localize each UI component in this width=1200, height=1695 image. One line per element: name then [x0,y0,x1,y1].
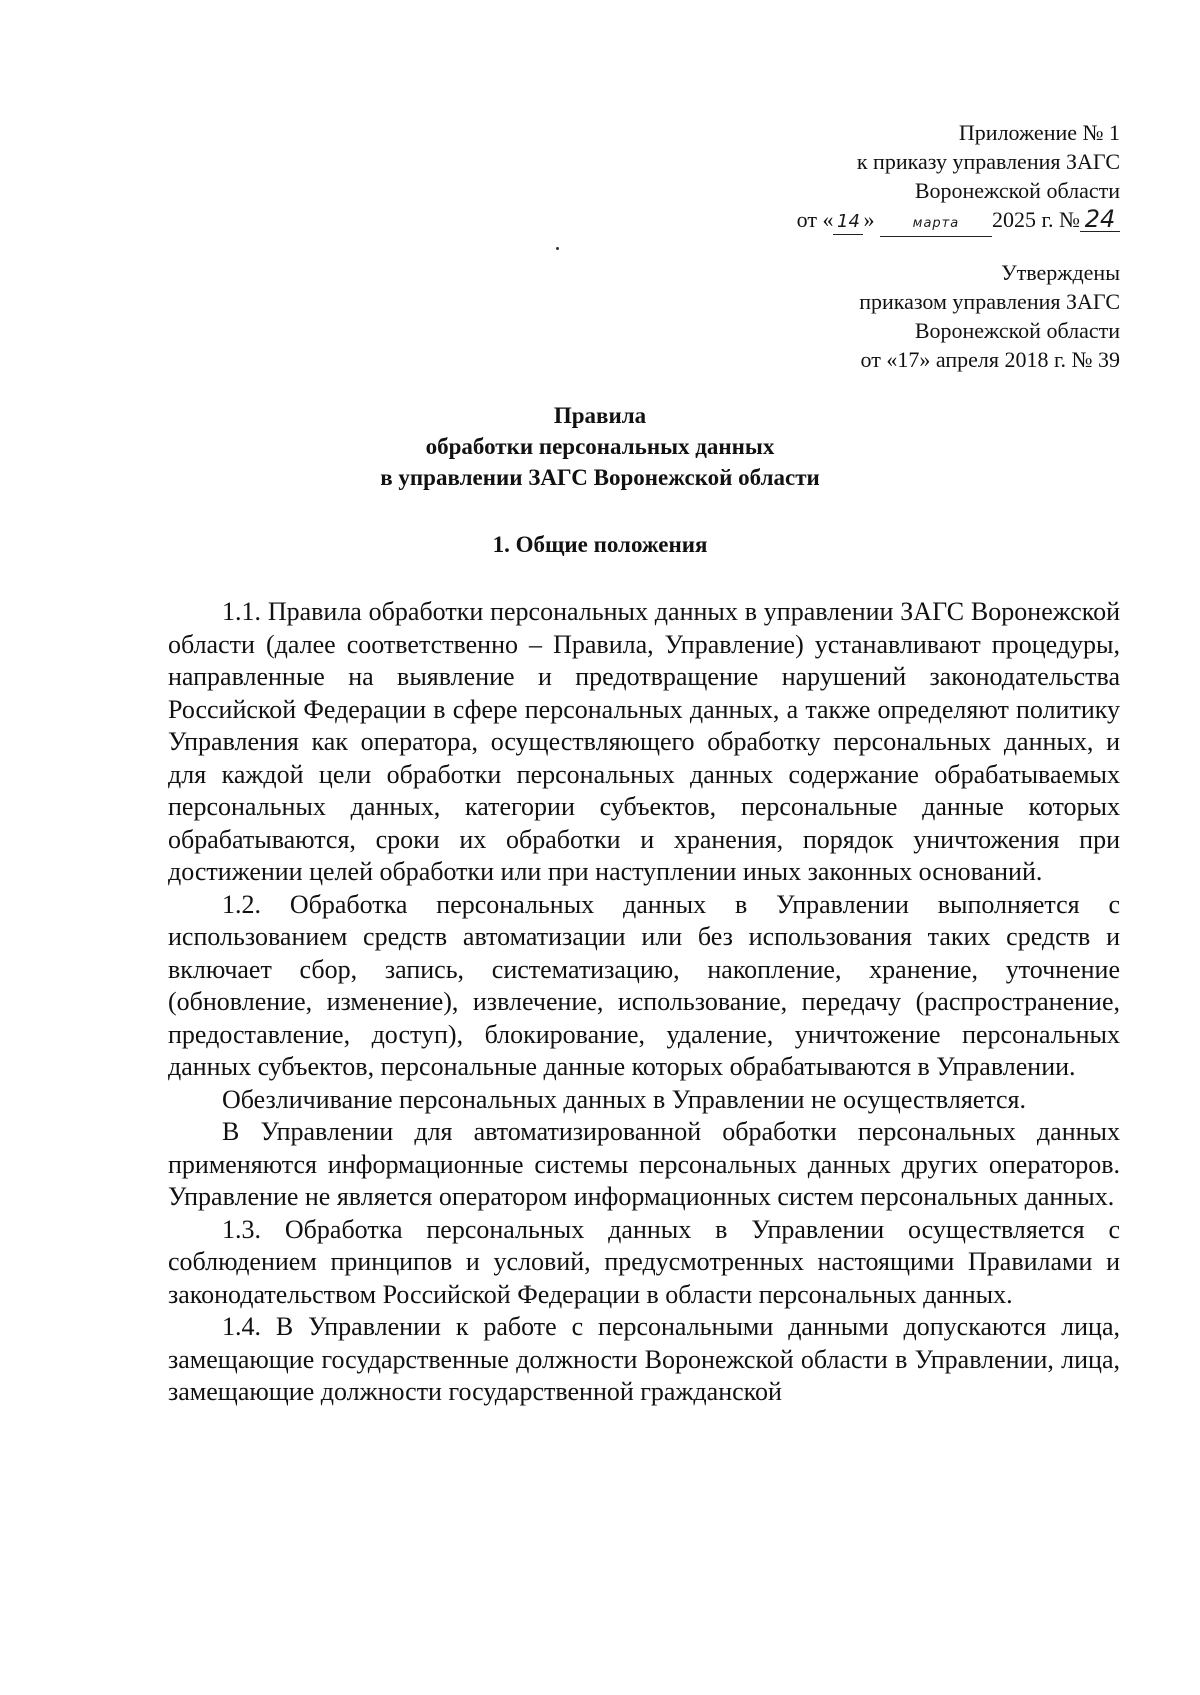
section-heading: 1. Общие положения [492,532,708,557]
paragraph-1-2: 1.2. Обработка персональных данных в Управлении выполняется с использованием средств автоматизации или без использования таких средств и включает сбор, запись, систематизацию, накопление, хранение, уточнение (обновление, изменение), извлечение, использование, передачу (распространение, предоставление, доступ), блокирование, удаление, уничтожение персональных данных субъектов, персональные данные которых обрабатываются в Управлении. [168,889,1120,1081]
handwritten-day: 14 [833,210,863,235]
paragraph-1-1: 1.1. Правила обработки персональных данных в управлении ЗАГС Воронежской области (далее соответственно – Правила, Управление) устанавливают процедуры, направленные на выявление и предотвращение нарушений законодательства Российской Федерации в сфере персональных данных, а также определяют политику Управления как оператора, осуществляющего обработку персональных данных, и для каждой цели обработки персональных данных содержание обрабатываемых персональных данных, категории субъектов, персональные данные которых обрабатываются, сроки их обработки и хранения, порядок уничтожения при достижении целей обработки или при наступлении иных законных оснований. [168,597,1120,886]
date-year: 2025 г. № [991,207,1080,232]
approval-line-2: приказом управления ЗАГС [859,289,1120,314]
attachment-line-1: Приложение № 1 [958,120,1120,145]
approval-block [859,258,1120,374]
title-line-2: обработки персональных данных [425,434,775,459]
attachment-date-line [797,205,1120,237]
attachment-line-2: к приказу управления ЗАГС [856,149,1120,174]
scan-speck [556,247,559,250]
paragraph-depersonalization: Обезличивание персональных данных в Управлении не осуществляется. [222,1084,1027,1114]
title-line-3: в управлении ЗАГС Воронежской области [380,465,820,490]
date-prefix: от « [796,207,834,232]
document-title [0,400,1200,493]
date-mid: » [863,207,875,232]
title-line-1: Правила [553,403,647,428]
approval-line-1: Утверждены [1001,260,1120,285]
handwritten-month: марта [880,212,992,237]
approval-line-4: от «17» апреля 2018 г. № 39 [860,347,1120,372]
document-body [168,596,1120,1409]
handwritten-order-number: 24 [1080,207,1120,232]
attachment-block [797,118,1120,237]
paragraph-1-4: 1.4. В Управлении к работе с персональными данными допускаются лица, замещающие государственные должности Воронежской области в Управлении, лица, замещающие должности государственной гражданской [168,1312,1120,1406]
paragraph-1-3: 1.3. Обработка персональных данных в Управлении осуществляется с соблюдением принципов и условий, предусмотренных настоящими Правилами и законодательством Российской Федерации в области персональных данных. [168,1214,1120,1309]
attachment-line-3: Воронежской области [914,178,1120,203]
approval-line-3: Воронежской области [914,318,1120,343]
paragraph-information-systems: В Управлении для автоматизированной обработки персональных данных применяются информационные системы персональных данных других операторов. Управление не является оператором информационных систем персональных данных. [168,1117,1120,1211]
